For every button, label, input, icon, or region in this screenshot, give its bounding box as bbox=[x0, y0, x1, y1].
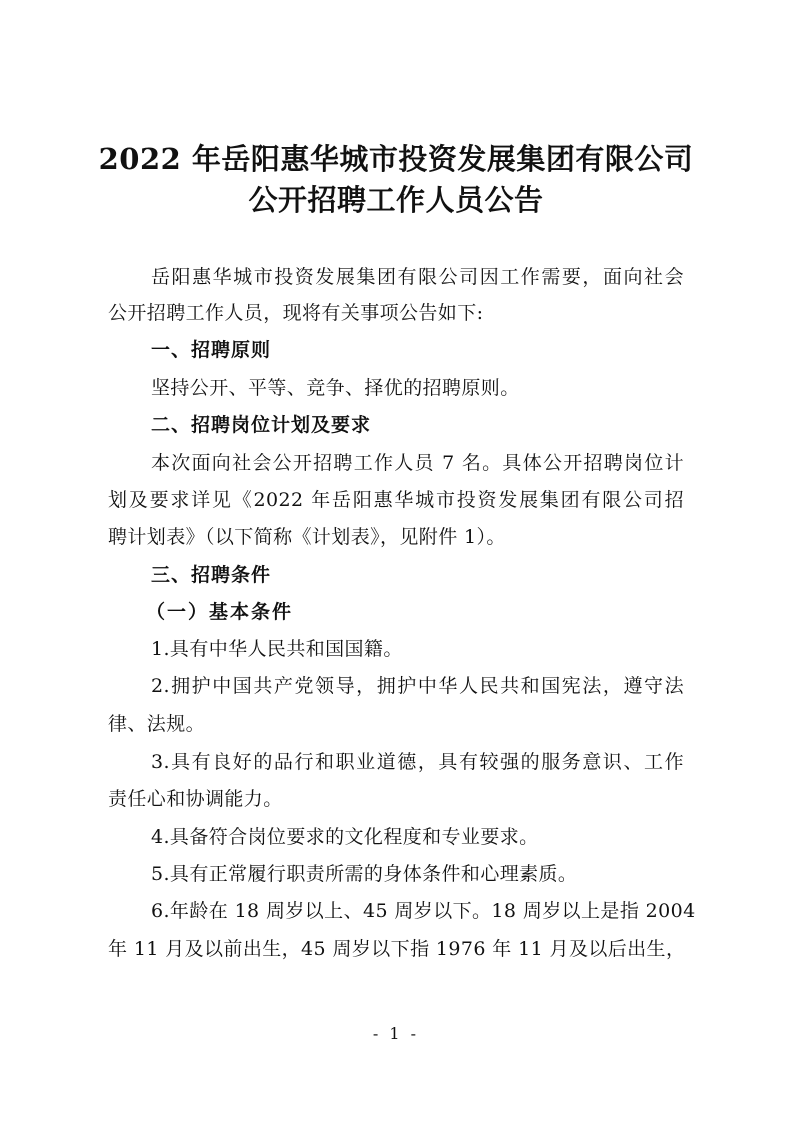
document-title-line-1: 2022 年岳阳惠华城市投资发展集团有限公司 bbox=[98, 142, 694, 176]
intro-paragraph-line: 公开招聘工作人员，现将有关事项公告如下: bbox=[108, 302, 484, 324]
section-paragraph-line: 划及要求详见《2022 年岳阳惠华城市投资发展集团有限公司招 bbox=[108, 489, 684, 511]
section-paragraph-line: 坚持公开、平等、竞争、择优的招聘原则。 bbox=[151, 377, 520, 399]
section-heading: 三、招聘条件 bbox=[151, 564, 272, 586]
list-item-line: 责任心和协调能力。 bbox=[108, 788, 283, 810]
section-paragraph-line: 聘计划表》（以下简称《计划表》，见附件 1）。 bbox=[108, 526, 506, 548]
list-item-line: 年 11 月及以前出生，45 周岁以下指 1976 年 11 月及以后出生， bbox=[108, 938, 686, 960]
list-item-line: 2.拥护中国共产党领导，拥护中华人民共和国宪法，遵守法 bbox=[151, 675, 684, 697]
section-heading: 一、招聘原则 bbox=[151, 339, 272, 361]
list-item: 1.具有中华人民共和国国籍。 bbox=[151, 638, 403, 660]
section-heading: 二、招聘岗位计划及要求 bbox=[151, 414, 372, 436]
intro-paragraph-line: 岳阳惠华城市投资发展集团有限公司因工作需要，面向社会 bbox=[151, 266, 684, 288]
list-item-line: 3.具有良好的品行和职业道德，具有较强的服务意识、工作 bbox=[151, 751, 684, 773]
subsection-heading: （一）基本条件 bbox=[146, 601, 294, 623]
list-item-line: 6.年龄在 18 周岁以上、45 周岁以下。18 周岁以上是指 2004 bbox=[151, 900, 696, 922]
page-number: - 1 - bbox=[372, 1024, 420, 1043]
list-item: 5.具有正常履行职责所需的身体条件和心理素质。 bbox=[151, 863, 578, 885]
document-title-line-2: 公开招聘工作人员公告 bbox=[248, 183, 544, 217]
list-item: 4.具备符合岗位要求的文化程度和专业要求。 bbox=[151, 826, 539, 848]
section-paragraph-line: 本次面向社会公开招聘工作人员 7 名。具体公开招聘岗位计 bbox=[151, 452, 684, 474]
list-item-line: 律、法规。 bbox=[108, 713, 206, 735]
